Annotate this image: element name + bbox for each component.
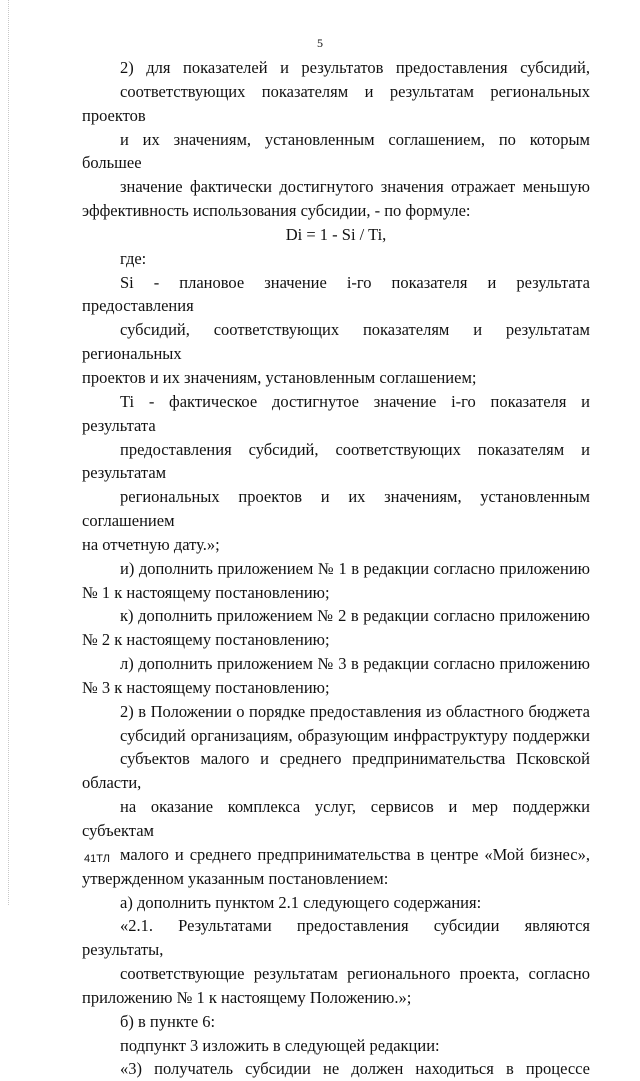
paragraph bbox=[82, 652, 590, 700]
footer-code: 41ТЛ bbox=[84, 853, 110, 865]
text-line: и их значениям, установленным соглашением, по которым большее bbox=[82, 129, 590, 173]
text-line-last: приложению № 1 к настоящему Положению.»; bbox=[82, 987, 412, 1007]
text-line: значение фактически достигнутого значения отражает меньшую bbox=[120, 177, 590, 197]
text-line-last: б) в пункте 6: bbox=[120, 1011, 216, 1031]
text-line: субсидий, соответствующих показателям и результатам региональных bbox=[82, 320, 590, 364]
paragraph bbox=[82, 1010, 590, 1034]
paragraph bbox=[82, 557, 590, 605]
text-line: 2) в Положении о порядке предоставления из областного бюджета bbox=[120, 701, 590, 721]
text-line: Si - плановое значение i-го показателя и результата предоставления bbox=[82, 272, 590, 316]
text-line: предоставления субсидий, соответствующих показателям и результатам bbox=[82, 439, 590, 483]
page-number: 5 bbox=[317, 36, 323, 50]
paragraph bbox=[82, 56, 590, 223]
text-line: малого и среднего предпринимательства в центре «Мой бизнес», bbox=[120, 844, 590, 864]
text-line-last: где: bbox=[120, 248, 147, 268]
text-line: Ti - фактическое достигнутое значение i-го показателя и результата bbox=[82, 391, 590, 435]
text-line-last: а) дополнить пунктом 2.1 следующего содержания: bbox=[120, 892, 482, 912]
text-line: л) дополнить приложением № 3 в редакции согласно приложению bbox=[120, 654, 590, 674]
paragraph bbox=[82, 247, 590, 271]
text-line: «2.1. Результатами предоставления субсидии являются результаты, bbox=[82, 916, 590, 960]
paragraph bbox=[82, 1034, 590, 1058]
text-line: соответствующих показателям и результатам региональных проектов bbox=[82, 81, 590, 125]
text-line-last: № 1 к настоящему постановлению; bbox=[82, 582, 330, 602]
document-body bbox=[82, 56, 590, 1081]
paragraph bbox=[82, 390, 590, 557]
text-line: соответствующие результатам регионального проекта, согласно bbox=[120, 964, 590, 984]
text-line-last: № 2 к настоящему постановлению; bbox=[82, 630, 330, 650]
text-line: на оказание комплекса услуг, сервисов и мер поддержки субъектам bbox=[82, 797, 590, 840]
scan-edge-marks bbox=[8, 0, 9, 905]
text-line-last: № 3 к настоящему постановлению; bbox=[82, 677, 330, 697]
text-line-last: на отчетную дату.»; bbox=[82, 534, 220, 554]
text-line-last: эффективность использования субсидии, - по формуле: bbox=[82, 201, 471, 221]
text-line: 2) для показателей и результатов предоставления субсидий, bbox=[120, 58, 590, 77]
text-line: к) дополнить приложением № 2 в редакции согласно приложению bbox=[120, 606, 590, 626]
text-line-last: проектов и их значениям, установленным соглашением; bbox=[82, 367, 477, 387]
text-line-last: утвержденном указанным постановлением: bbox=[82, 868, 389, 888]
paragraph bbox=[82, 604, 590, 652]
paragraph bbox=[82, 271, 590, 390]
text-line-last: подпункт 3 изложить в следующей редакции: bbox=[120, 1035, 440, 1055]
text-line: и) дополнить приложением № 1 в редакции согласно приложению bbox=[120, 558, 590, 578]
paragraph bbox=[82, 914, 590, 1009]
paragraph bbox=[82, 891, 590, 915]
text-line: региональных проектов и их значениям, установленным соглашением bbox=[82, 487, 590, 531]
formula: Di = 1 - Si / Ti, bbox=[285, 224, 387, 244]
text-line: субъектов малого и среднего предпринимательства Псковской области, bbox=[82, 749, 590, 793]
text-line: «3) получатель субсидии не должен находиться в процессе bbox=[120, 1059, 590, 1079]
text-line: субсидий организациям, образующим инфраструктуру поддержки bbox=[120, 725, 590, 745]
paragraph bbox=[82, 700, 590, 891]
paragraph bbox=[82, 1057, 590, 1081]
